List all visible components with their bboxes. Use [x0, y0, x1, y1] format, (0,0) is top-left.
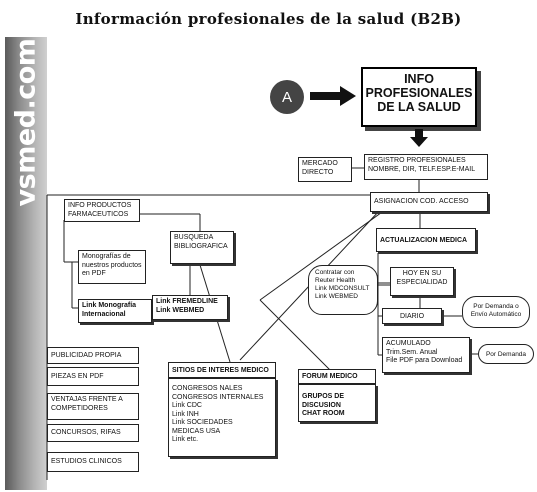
acumulado-box: ACUMULADO Trim.Sem. Anual File PDF para Download	[382, 337, 470, 373]
arrow-right-icon	[310, 86, 356, 106]
monografias-box: Monografías de nuestros productos en PDF	[78, 250, 146, 284]
left-item: PIEZAS EN PDF	[47, 367, 139, 386]
info-profesionales-box: INFO PROFESIONALES DE LA SALUD	[361, 67, 477, 127]
left-item: VENTAJAS FRENTE A COMPETIDORES	[47, 393, 139, 420]
left-item: CONCURSOS, RIFAS	[47, 424, 139, 442]
info-productos-box: INFO PRODUCTOS FARMACEUTICOS	[64, 199, 140, 222]
link-fremedline-box: Link FREMEDLINE Link WEBMED	[152, 295, 228, 320]
forum-box: GRUPOS DE DISCUSION CHAT ROOM	[298, 384, 376, 422]
left-item: ESTUDIOS CLINICOS	[47, 452, 139, 472]
sitios-title: SITIOS DE INTERES MEDICO	[168, 362, 276, 378]
busqueda-box: BUSQUEDA BIBLIOGRAFICA	[170, 231, 234, 264]
por-demanda-envio-box: Por Demanda o Envío Automático	[462, 296, 530, 328]
logo-text: vsmed.com	[10, 38, 42, 206]
forum-title: FORUM MEDICO	[298, 369, 376, 384]
page-title: Información profesionales de la salud (B2B)	[75, 10, 462, 28]
arrow-down-icon	[410, 129, 428, 147]
asignacion-box: ASIGNACION COD. ACCESO	[370, 192, 488, 212]
left-item: PUBLICIDAD PROPIA	[47, 347, 139, 364]
sitios-box: CONGRESOS NALES CONGRESOS INTERNALES Link CDC Link INH Link SOCIEDADES MEDICAS USA Link etc.	[168, 378, 276, 457]
contratar-box: Contratar con Reuter Health Link MDCONSULT Link WEBMED	[308, 265, 378, 315]
por-demanda-box: Por Demanda	[478, 344, 534, 364]
mercado-directo-box: MERCADO DIRECTO	[298, 157, 352, 182]
node-a: A	[270, 80, 304, 114]
registro-box: REGISTRO PROFESIONALES NOMBRE, DIR, TELF.ESP.E-MAIL	[364, 154, 488, 180]
actualizacion-box: ACTUALIZACION MEDICA	[376, 228, 476, 252]
diario-box: DIARIO	[382, 308, 442, 324]
hoy-box: HOY EN SU ESPECIALIDAD	[390, 267, 454, 296]
link-monografia-box: Link Monografía Internacional	[78, 299, 152, 323]
